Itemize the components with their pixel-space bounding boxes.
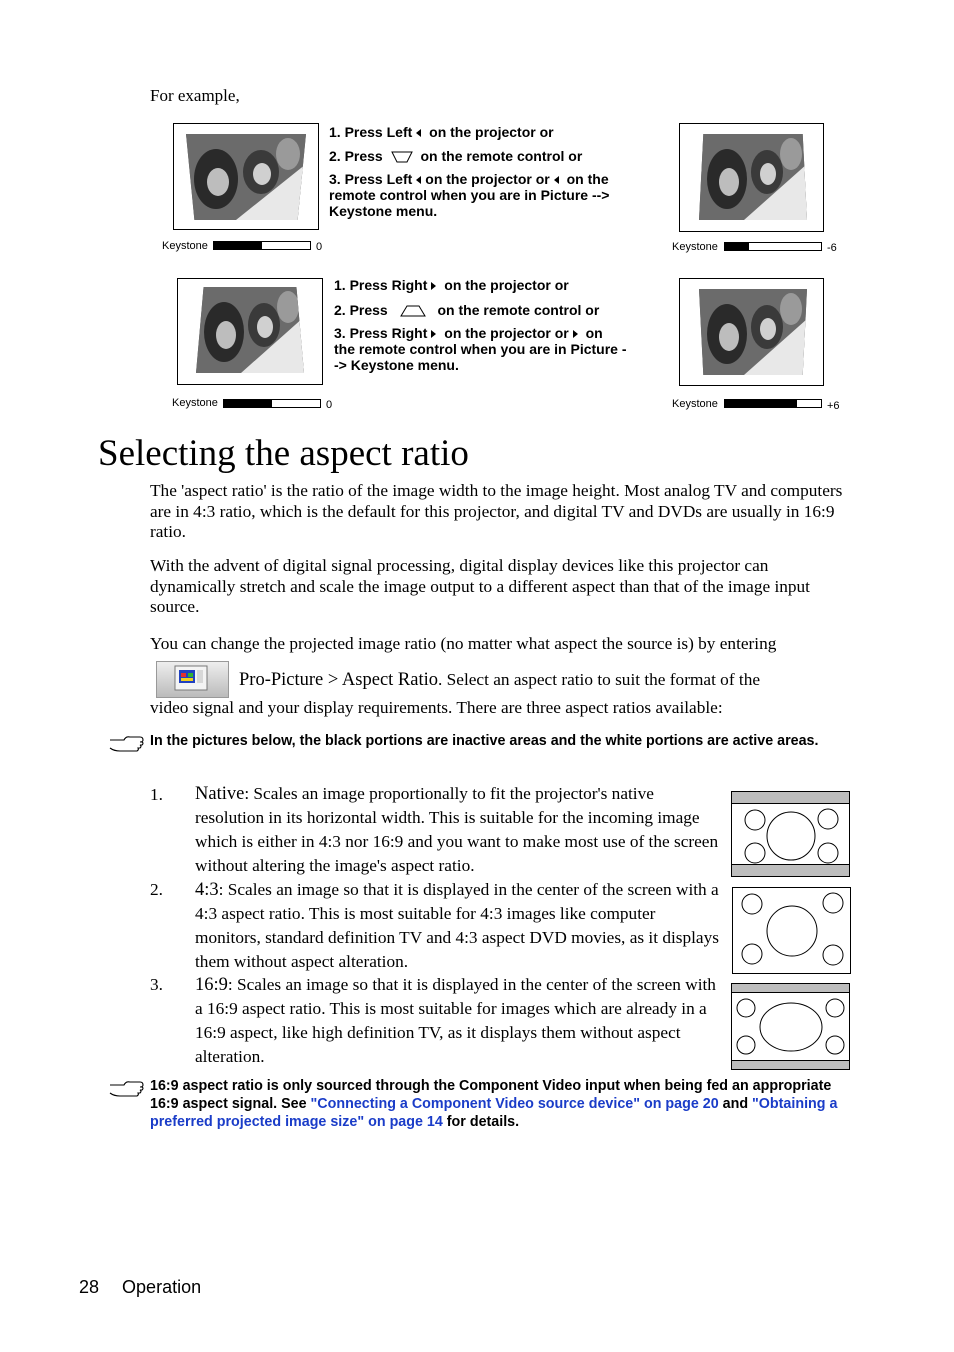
note-text: In the pictures below, the black portions are inactive areas and the white portions are active areas. [150, 733, 819, 749]
step-1: 1. Press Right on the projector or [334, 277, 569, 293]
keystone-up-icon [400, 305, 426, 317]
paragraph: With the advent of digital signal processing, digital display devices like this projector can dynamically stretch and scale the image output to a different aspect than that of the image input source. [150, 556, 810, 616]
list-item-4-3: 4:3: Scales an image so that it is displayed in the center of the screen with a 4:3 aspect ratio. This is most suitable for 4:3 images like computer monitors, standard definition TV and 4:3 aspect DVD movies, as it displays them without aspect alteration. [195, 880, 719, 971]
paragraph: The 'aspect ratio' is the ratio of the image width to the image height. Most analog TV and computers are in 4:3 ratio, which is the default for this projector, and digital TV and DVDs are usually in 16:9 ratio. [150, 481, 843, 541]
photo-trapezoid [699, 134, 807, 220]
term: 16:9 [195, 975, 228, 995]
right-arrow-icon [431, 282, 436, 290]
picture-menu-icon [156, 661, 229, 698]
left-arrow-icon [554, 176, 559, 184]
term: 4:3 [195, 880, 219, 900]
step-3-cont: the remote control when you are in Picture - [334, 341, 627, 357]
page-footer [79, 1277, 201, 1298]
list-number: 2. [150, 880, 163, 899]
4-3-aspect-diagram [732, 887, 851, 974]
step-3: 3. Press Left on the projector or on the [329, 171, 609, 187]
list-item-16-9: 16:9: Scales an image so that it is displayed in the center of the screen with a 16:9 aspect ratio. This is most suitable for images which are already in a 16:9 aspect, like high definition TV, as it displays them without aspect alteration. [195, 975, 716, 1066]
keystone-label: Keystone [162, 240, 208, 252]
keystone-fill [725, 400, 797, 407]
step-1: 1. Press Left on the projector or [329, 124, 554, 140]
example-label: For example, [150, 86, 240, 105]
keystone-fill [725, 243, 749, 250]
keystone-bar [213, 241, 311, 250]
keystone-value: 0 [326, 399, 333, 411]
keystone-after-image-2 [679, 278, 824, 386]
keystone-bar [724, 399, 822, 408]
right-arrow-icon [431, 330, 436, 338]
paragraph: video signal and your display requirements. There are three aspect ratios available: [150, 698, 723, 717]
step-2: 2. Press on the remote control or [334, 302, 600, 318]
menu-path-line: Pro-Picture > Aspect Ratio. Select an aspect ratio to suit the format of the [239, 670, 761, 690]
keystone-fill [224, 400, 272, 407]
photo-trapezoid [186, 134, 306, 220]
left-arrow-icon [416, 176, 421, 184]
keystone-bar [724, 242, 822, 251]
keystone-value: 0 [316, 241, 323, 253]
step-2: 2. Press on the remote control or [329, 148, 583, 164]
right-arrow-icon [573, 330, 578, 338]
left-arrow-icon [416, 129, 421, 137]
keystone-value: +6 [827, 400, 840, 412]
photo-trapezoid [699, 289, 807, 375]
link-component-video[interactable]: "Connecting a Component Video source device" on page 20 [310, 1096, 719, 1112]
step-3: 3. Press Right on the projector or on [334, 325, 603, 341]
paragraph: You can change the projected image ratio (no matter what aspect the source is) by entering [150, 634, 777, 653]
keystone-label: Keystone [172, 397, 218, 409]
term: Native [195, 784, 245, 804]
keystone-fill [214, 242, 262, 249]
keystone-before-image-1 [173, 123, 319, 230]
link-projected-image-size[interactable]: "Obtaining a preferred projected image size" on page 14 [150, 1096, 838, 1130]
keystone-left-steps [329, 124, 669, 219]
keystone-right-steps [334, 277, 674, 373]
step-3-cont: remote control when you are in Picture --> [329, 187, 610, 203]
list-number: 3. [150, 975, 163, 994]
list-number: 1. [150, 785, 163, 804]
keystone-down-icon [391, 151, 413, 163]
keystone-before-image-2 [177, 278, 323, 385]
page-number: 28 [79, 1277, 100, 1297]
keystone-bar [223, 399, 321, 408]
native-aspect-diagram [731, 791, 850, 877]
keystone-label: Keystone [672, 241, 718, 253]
menu-path: Pro-Picture > Aspect Ratio [239, 670, 439, 690]
keystone-label: Keystone [672, 398, 718, 410]
section-name: Operation [122, 1277, 202, 1297]
step-3-cont: Keystone menu. [329, 203, 438, 219]
step-3-cont: -> Keystone menu. [334, 357, 459, 373]
note-hand-icon [108, 734, 146, 754]
note-text: 16:9 aspect ratio is only sourced through the Component Video input when being fed an appropriate 16:9 aspect signal. See "Connecting a Component Video source device" on page 20 and "Obtaining a preferred projected image size" on page 14 for details. [150, 1078, 838, 1130]
list-item-native: Native: Scales an image proportionally to fit the projector's native resolution in its horizontal width. This is suitable for the incoming image which is either in 4:3 nor 16:9 and you want to make most use of the screen without altering the image's aspect ratio. [195, 784, 719, 875]
note-hand-icon [108, 1079, 146, 1099]
keystone-value: -6 [827, 242, 837, 254]
photo-trapezoid [196, 287, 304, 373]
section-title: Selecting the aspect ratio [98, 433, 469, 474]
keystone-after-image-1 [679, 123, 824, 232]
16-9-aspect-diagram [731, 983, 850, 1070]
